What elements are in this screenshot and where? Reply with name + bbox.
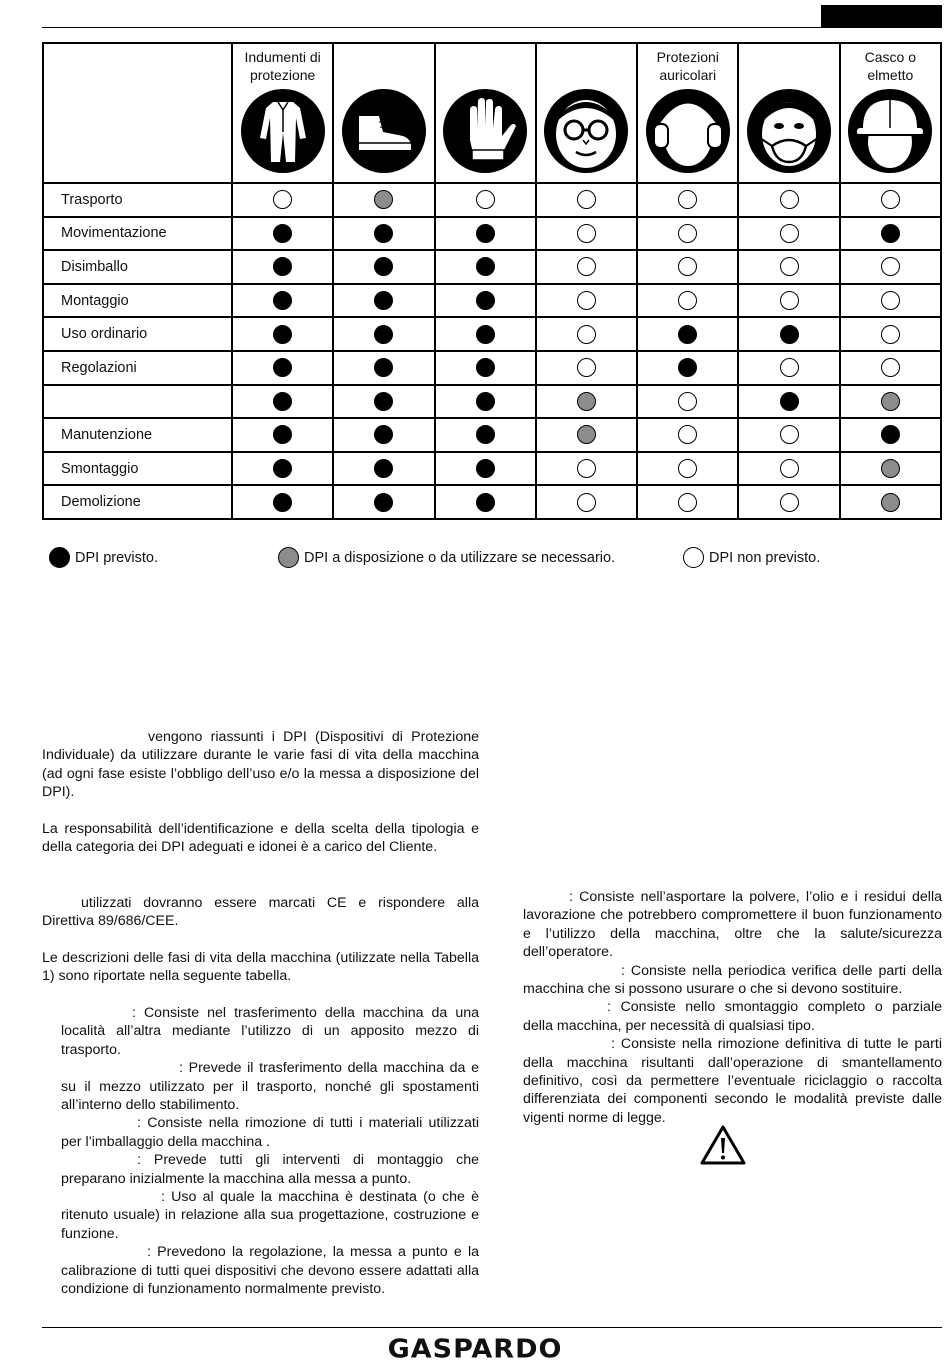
dpi-required-dot xyxy=(273,459,292,478)
dpi-required-dot xyxy=(881,224,900,243)
phase-description: : Consiste nella rimozione di tutti i materiali utilizzati per l’imballaggio della macchina . xyxy=(61,1115,479,1150)
dpi-header-row xyxy=(43,43,941,183)
dpi-table-body xyxy=(43,183,941,519)
intro-paragraph: vengono riassunti i DPI (Dispositivi di Protezione Individuale) da utilizzare durante le varie fasi di vita della macchina (ad ogni fase esiste l’obbligo dell’uso e/o la messa a disposizione del DPI). xyxy=(42,729,479,801)
dpi-optional-dot xyxy=(577,425,596,444)
col-safety-goggles xyxy=(536,43,637,183)
dpi-cell xyxy=(637,452,738,486)
legend-not-required xyxy=(683,547,820,568)
dpi-cell xyxy=(232,385,333,419)
dpi-not-required-dot xyxy=(577,325,596,344)
phase-label: Smontaggio xyxy=(43,452,232,486)
legend-optional xyxy=(278,547,615,568)
dpi-required-dot xyxy=(273,291,292,310)
ear-protection-icon xyxy=(645,88,731,174)
dpi-cell xyxy=(232,351,333,385)
dpi-required-dot xyxy=(374,325,393,344)
safety-goggles-icon xyxy=(543,88,629,174)
dpi-not-required-dot xyxy=(881,257,900,276)
dpi-not-required-dot xyxy=(678,425,697,444)
dpi-cell xyxy=(333,418,434,452)
dpi-not-required-dot xyxy=(577,257,596,276)
helmet-icon xyxy=(847,88,933,174)
dpi-cell xyxy=(738,284,839,318)
dpi-not-required-dot xyxy=(678,257,697,276)
dpi-not-required-dot xyxy=(780,425,799,444)
phase-description: : Consiste nella rimozione definitiva di tutte le parti della macchina risultanti dall’operazione di smantellamento definitivo, così da permettere l’eventuale riciclaggio o raccolta differenziata dei componenti secondo le modalità previste dalle vigenti norme di legge. xyxy=(523,1036,942,1126)
dpi-required-dot xyxy=(881,425,900,444)
dpi-cell xyxy=(232,452,333,486)
dpi-not-required-dot xyxy=(678,392,697,411)
dpi-cell xyxy=(536,284,637,318)
dpi-required-dot xyxy=(476,392,495,411)
dpi-cell xyxy=(333,452,434,486)
dpi-cell xyxy=(840,418,941,452)
dpi-required-dot xyxy=(374,459,393,478)
dpi-required-dot xyxy=(678,325,697,344)
dpi-cell xyxy=(333,217,434,251)
table-row xyxy=(43,418,941,452)
responsibility-paragraph: La responsabilità dell’identificazione e della scelta della tipologia e della categoria dei DPI adeguati e idonei è a carico del Cliente. xyxy=(42,821,479,856)
dpi-not-required-dot xyxy=(577,291,596,310)
ce-marking-paragraph: utilizzati dovranno essere marcati CE e rispondere alla Direttiva 89/686/CEE. xyxy=(42,894,479,930)
dpi-cell xyxy=(840,217,941,251)
dpi-cell xyxy=(637,485,738,519)
legend-optional-text: DPI a disposizione o da utilizzare se necessario. xyxy=(304,549,616,566)
dpi-cell xyxy=(536,217,637,251)
dpi-cell xyxy=(333,485,434,519)
table-row xyxy=(43,284,941,318)
dpi-cell xyxy=(738,317,839,351)
dpi-not-required-dot xyxy=(476,190,495,209)
dpi-not-required-dot xyxy=(577,224,596,243)
header-rule xyxy=(42,27,942,28)
dpi-cell xyxy=(637,418,738,452)
phase-description: : Consiste nell’asportare la polvere, l’olio e i residui della lavorazione che potrebbero compromettere il buon funzionamento e l’utilizzo della macchina, oltre che la salute/sicurezza dell’operatore. xyxy=(523,889,942,961)
dpi-not-required-dot xyxy=(577,190,596,209)
right-text-column xyxy=(523,888,942,1127)
dpi-cell xyxy=(637,250,738,284)
dpi-cell xyxy=(738,351,839,385)
phases-intro-paragraph: Le descrizioni delle fasi di vita della macchina (utilizzate nella Tabella 1) sono riportate nella seguente tabella. xyxy=(42,949,479,985)
table-row xyxy=(43,485,941,519)
dpi-cell xyxy=(637,183,738,217)
dpi-cell xyxy=(435,317,536,351)
legend-required xyxy=(49,547,158,568)
dpi-cell xyxy=(232,284,333,318)
dpi-not-required-dot xyxy=(273,190,292,209)
col-label xyxy=(739,44,838,88)
legend-required-text: DPI previsto. xyxy=(75,549,158,566)
dpi-cell xyxy=(536,385,637,419)
phase-description: : Consiste nello smontaggio completo o parziale della macchina, per necessità di qualsiasi tipo. xyxy=(523,999,942,1034)
dpi-cell xyxy=(232,250,333,284)
dpi-cell xyxy=(840,284,941,318)
dpi-cell xyxy=(536,485,637,519)
dpi-cell xyxy=(333,351,434,385)
col-dust-mask xyxy=(738,43,839,183)
dpi-cell xyxy=(435,250,536,284)
dpi-cell xyxy=(840,351,941,385)
dpi-required-dot xyxy=(273,325,292,344)
phase-label: Regolazioni xyxy=(43,351,232,385)
dpi-cell xyxy=(232,485,333,519)
dpi-required-dot xyxy=(374,224,393,243)
dpi-not-required-dot xyxy=(577,459,596,478)
dpi-cell xyxy=(840,317,941,351)
dpi-cell xyxy=(738,385,839,419)
table-row xyxy=(43,351,941,385)
footer-rule xyxy=(42,1327,942,1328)
dpi-not-required-dot xyxy=(678,493,697,512)
dpi-required-dot xyxy=(273,224,292,243)
safety-boot-icon xyxy=(341,88,427,174)
dpi-required-dot xyxy=(374,358,393,377)
phase-label: Demolizione xyxy=(43,485,232,519)
dpi-not-required-dot xyxy=(577,493,596,512)
warning-icon xyxy=(700,1125,746,1165)
dpi-cell xyxy=(840,385,941,419)
dpi-cell xyxy=(536,317,637,351)
phase-description: : Uso al quale la macchina è destinata (o che è ritenuto usuale) in relazione alla sua progettazione, costruzione e funzione. xyxy=(61,1189,479,1242)
dpi-cell xyxy=(333,183,434,217)
dpi-cell xyxy=(840,452,941,486)
protective-suit-icon xyxy=(240,88,326,174)
dpi-required-dot xyxy=(476,257,495,276)
dpi-cell xyxy=(738,485,839,519)
col-label xyxy=(334,44,433,88)
dust-mask-icon xyxy=(746,88,832,174)
col-label xyxy=(436,44,535,88)
dpi-cell xyxy=(738,250,839,284)
dpi-required-dot xyxy=(374,392,393,411)
dpi-required-dot xyxy=(780,325,799,344)
dpi-cell xyxy=(232,217,333,251)
dpi-required-dot xyxy=(476,493,495,512)
header-tab xyxy=(821,5,942,27)
dpi-required-dot xyxy=(476,291,495,310)
phase-description: : Consiste nella periodica verifica delle parti della macchina che si possono usurare o che si devono sostituire. xyxy=(523,962,942,998)
table-row xyxy=(43,183,941,217)
dpi-cell xyxy=(738,217,839,251)
dpi-not-required-dot xyxy=(780,291,799,310)
dpi-required-dot xyxy=(374,257,393,276)
dpi-cell xyxy=(333,385,434,419)
dpi-not-required-dot xyxy=(678,224,697,243)
phase-description: : Consiste nel trasferimento della macchina da una località all’altra mediante l’utilizzo di un apposito mezzo di trasporto. xyxy=(61,1005,479,1058)
dpi-cell xyxy=(840,183,941,217)
dpi-cell xyxy=(435,183,536,217)
dpi-optional-dot xyxy=(374,190,393,209)
dpi-not-required-dot xyxy=(780,493,799,512)
dpi-cell xyxy=(637,217,738,251)
dpi-cell xyxy=(435,452,536,486)
dpi-not-required-dot xyxy=(881,325,900,344)
dpi-required-dot xyxy=(374,291,393,310)
dpi-cell xyxy=(738,418,839,452)
col-ear-protection xyxy=(637,43,738,183)
dpi-cell xyxy=(435,418,536,452)
dpi-required-dot xyxy=(476,358,495,377)
dpi-not-required-dot xyxy=(881,358,900,377)
table-row xyxy=(43,452,941,486)
dpi-cell xyxy=(536,250,637,284)
dpi-cell xyxy=(637,317,738,351)
col-safety-boot xyxy=(333,43,434,183)
phase-label: Uso ordinario xyxy=(43,317,232,351)
phase-label xyxy=(43,385,232,419)
table-row xyxy=(43,385,941,419)
dpi-required-dot xyxy=(374,425,393,444)
dpi-cell xyxy=(232,317,333,351)
dpi-cell xyxy=(840,485,941,519)
dpi-optional-dot xyxy=(881,459,900,478)
dpi-not-required-dot xyxy=(780,190,799,209)
legend-optional-dot xyxy=(278,547,299,568)
col-label: Indumenti di protezione xyxy=(244,49,321,83)
dpi-optional-dot xyxy=(881,493,900,512)
header-empty-cell xyxy=(43,43,232,183)
left-text-column xyxy=(42,728,479,1299)
dpi-not-required-dot xyxy=(780,257,799,276)
dpi-cell xyxy=(536,183,637,217)
dpi-required-dot xyxy=(273,257,292,276)
dpi-cell xyxy=(637,284,738,318)
phase-description: : Prevede tutti gli interventi di montaggio che preparano inizialmente la macchina alla messa a punto. xyxy=(61,1152,479,1187)
dpi-not-required-dot xyxy=(678,291,697,310)
dpi-table xyxy=(42,42,942,520)
dpi-required-dot xyxy=(273,493,292,512)
col-helmet xyxy=(840,43,941,183)
dpi-cell xyxy=(232,418,333,452)
dpi-not-required-dot xyxy=(780,358,799,377)
dpi-cell xyxy=(840,250,941,284)
phase-label: Movimentazione xyxy=(43,217,232,251)
dpi-cell xyxy=(536,452,637,486)
phase-label: Disimballo xyxy=(43,250,232,284)
dpi-required-dot xyxy=(273,425,292,444)
dpi-cell xyxy=(232,183,333,217)
col-protective-glove xyxy=(435,43,536,183)
dpi-cell xyxy=(333,284,434,318)
dpi-not-required-dot xyxy=(678,459,697,478)
col-protective-suit xyxy=(232,43,333,183)
table-row xyxy=(43,250,941,284)
dpi-cell xyxy=(435,284,536,318)
phase-label: Manutenzione xyxy=(43,418,232,452)
dpi-required-dot xyxy=(678,358,697,377)
protective-glove-icon xyxy=(442,88,528,174)
dpi-not-required-dot xyxy=(881,190,900,209)
dpi-cell xyxy=(333,317,434,351)
dpi-cell xyxy=(435,217,536,251)
dpi-required-dot xyxy=(273,392,292,411)
dpi-cell xyxy=(536,418,637,452)
legend-not-required-text: DPI non previsto. xyxy=(709,549,821,566)
dpi-not-required-dot xyxy=(577,358,596,377)
dpi-cell xyxy=(435,385,536,419)
brand-logo: GASPARDO xyxy=(387,1334,563,1365)
table-row xyxy=(43,317,941,351)
dpi-cell xyxy=(435,351,536,385)
dpi-optional-dot xyxy=(577,392,596,411)
dpi-not-required-dot xyxy=(780,459,799,478)
col-label: Casco o elmetto xyxy=(864,49,917,83)
dpi-required-dot xyxy=(476,224,495,243)
table-row xyxy=(43,217,941,251)
dpi-cell xyxy=(637,385,738,419)
dpi-required-dot xyxy=(374,493,393,512)
dpi-cell xyxy=(637,351,738,385)
dpi-cell xyxy=(536,351,637,385)
dpi-not-required-dot xyxy=(780,224,799,243)
legend xyxy=(0,547,950,571)
dpi-cell xyxy=(738,452,839,486)
col-label xyxy=(537,44,636,88)
dpi-not-required-dot xyxy=(881,291,900,310)
dpi-cell xyxy=(333,250,434,284)
dpi-cell xyxy=(435,485,536,519)
dpi-required-dot xyxy=(476,425,495,444)
dpi-required-dot xyxy=(476,325,495,344)
legend-not-required-dot xyxy=(683,547,704,568)
dpi-required-dot xyxy=(273,358,292,377)
phase-label: Montaggio xyxy=(43,284,232,318)
phase-label: Trasporto xyxy=(43,183,232,217)
phase-description: : Prevedono la regolazione, la messa a punto e la calibrazione di tutti quei dispositivi che devono essere adattati alla condizione di funzionamento normalmente previsto. xyxy=(61,1244,479,1298)
dpi-cell xyxy=(738,183,839,217)
phase-description: : Prevede il trasferimento della macchina da e su il mezzo utilizzato per il trasporto, nonché gli spostamenti all’interno dello stabilimento. xyxy=(61,1060,479,1114)
legend-required-dot xyxy=(49,547,70,568)
dpi-required-dot xyxy=(476,459,495,478)
col-label: Protezioni auricolari xyxy=(656,49,719,83)
dpi-optional-dot xyxy=(881,392,900,411)
dpi-required-dot xyxy=(780,392,799,411)
dpi-not-required-dot xyxy=(678,190,697,209)
